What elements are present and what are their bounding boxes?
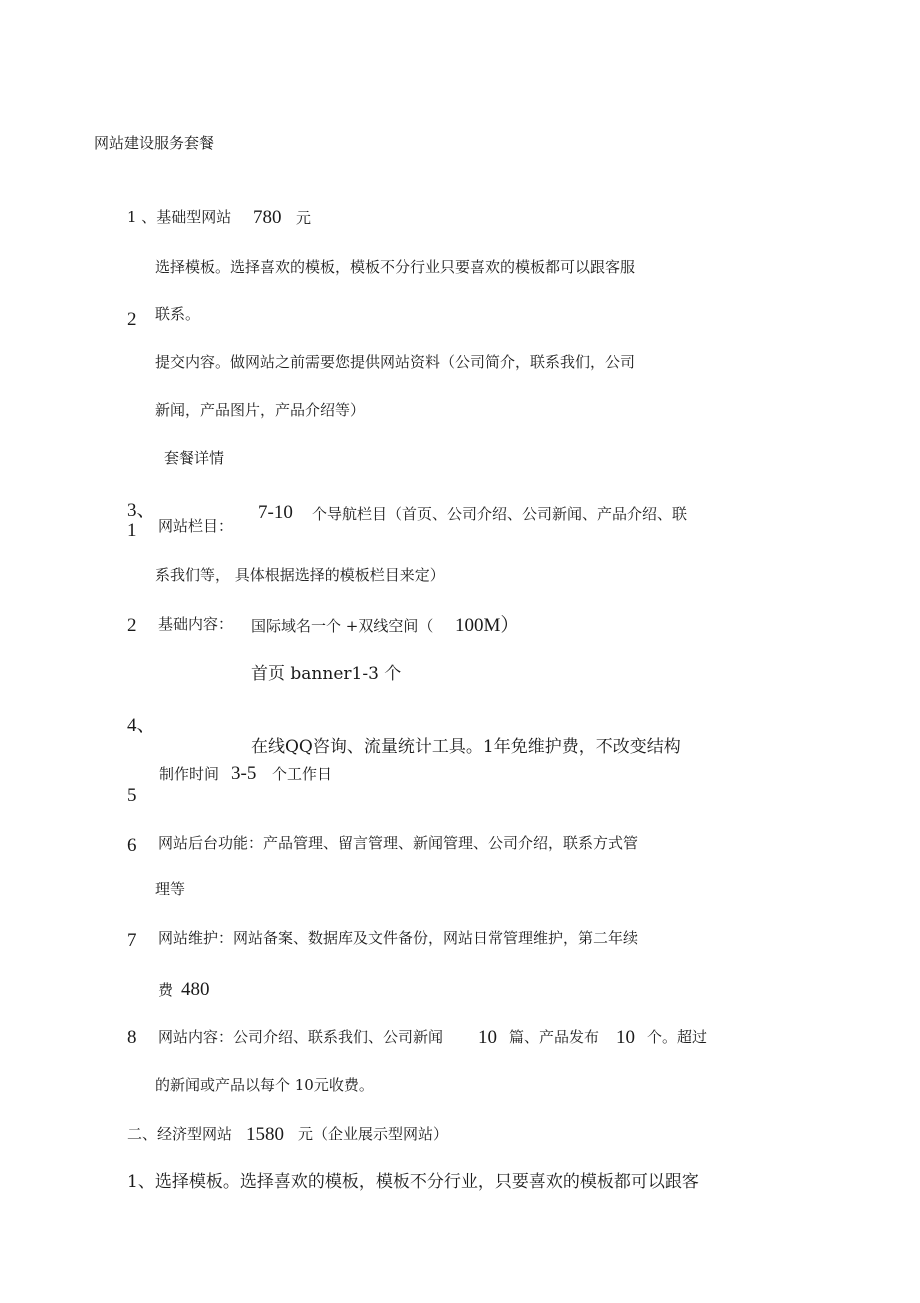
item-number-5: 5 bbox=[127, 785, 137, 806]
section-2-price: 1580 bbox=[246, 1124, 284, 1145]
maintenance-line-2: 费 bbox=[158, 981, 174, 999]
nav-continuation: 系我们等， 具体根据选择的模板栏目来定） bbox=[155, 566, 445, 584]
page-title: 网站建设服务套餐 bbox=[94, 134, 215, 152]
section-2-item-1: 1、选择模板。选择喜欢的模板，模板不分行业，只要喜欢的模板都可以跟客 bbox=[127, 1172, 699, 1192]
package-detail-heading: 套餐详情 bbox=[164, 449, 225, 467]
content-line-1-mid: 篇、产品发布 bbox=[509, 1028, 600, 1046]
section-1-price: 780 bbox=[253, 207, 282, 228]
submit-paragraph-line-2: 新闻，产品图片，产品介绍等） bbox=[155, 401, 366, 419]
item-number-7: 7 bbox=[127, 930, 137, 951]
section-1-heading: 1 、基础型网站 bbox=[127, 208, 232, 226]
backend-line-1: 网站后台功能：产品管理、留言管理、新闻管理、公司介绍，联系方式管 bbox=[158, 834, 639, 852]
maintenance-price: 480 bbox=[181, 979, 210, 1000]
nav-text: 个导航栏目（首页、公司介绍、公司新闻、产品介绍、联 bbox=[312, 505, 688, 523]
item-number-6: 6 bbox=[127, 835, 137, 856]
nav-label: 网站栏目： bbox=[158, 517, 234, 535]
content-line-2: 的新闻或产品以每个 10元收费。 bbox=[155, 1076, 374, 1094]
content-line-1-end: 个。超过 bbox=[647, 1028, 708, 1046]
make-time-range: 3-5 bbox=[231, 763, 257, 784]
basic-space: 100M） bbox=[455, 615, 520, 636]
banner-text: 首页 banner1-3 个 bbox=[251, 664, 402, 684]
online-tools-text: 在线QQ咨询、流量统计工具。1年免维护费，不改变结构 bbox=[251, 737, 681, 757]
item-number-8: 8 bbox=[127, 1027, 137, 1048]
submit-paragraph-line-1: 提交内容。做网站之前需要您提供网站资料（公司简介，联系我们，公司 bbox=[155, 353, 636, 371]
maintenance-line-1: 网站维护：网站备案、数据库及文件备份，网站日常管理维护，第二年续 bbox=[158, 929, 639, 947]
content-line-1: 网站内容：公司介绍、联系我们、公司新闻 bbox=[158, 1028, 444, 1046]
basic-text: 国际域名一个 +双线空间（ bbox=[251, 617, 434, 635]
template-paragraph-line-1: 选择模板。选择喜欢的模板，模板不分行业只要喜欢的模板都可以跟客服 bbox=[155, 258, 636, 276]
make-time-label: 制作时间 bbox=[159, 765, 220, 783]
section-2-suffix: 元（企业展示型网站） bbox=[298, 1125, 449, 1143]
make-time-unit: 个工作日 bbox=[272, 765, 333, 783]
content-news-count: 10 bbox=[478, 1027, 497, 1048]
item-number-3: 3、 bbox=[127, 500, 156, 521]
nav-range: 7-10 bbox=[258, 502, 293, 523]
item-number-2a: 2 bbox=[127, 309, 137, 330]
item-number-1b: 1 bbox=[127, 520, 137, 541]
content-product-count: 10 bbox=[616, 1027, 635, 1048]
item-number-4: 4、 bbox=[127, 715, 156, 736]
item-number-2b: 2 bbox=[127, 615, 137, 636]
template-paragraph-line-2: 联系。 bbox=[155, 305, 201, 323]
backend-line-2: 理等 bbox=[155, 880, 186, 898]
section-2-heading: 二、经济型网站 bbox=[127, 1125, 233, 1143]
basic-label: 基础内容： bbox=[158, 615, 234, 633]
section-1-unit: 元 bbox=[296, 209, 312, 227]
